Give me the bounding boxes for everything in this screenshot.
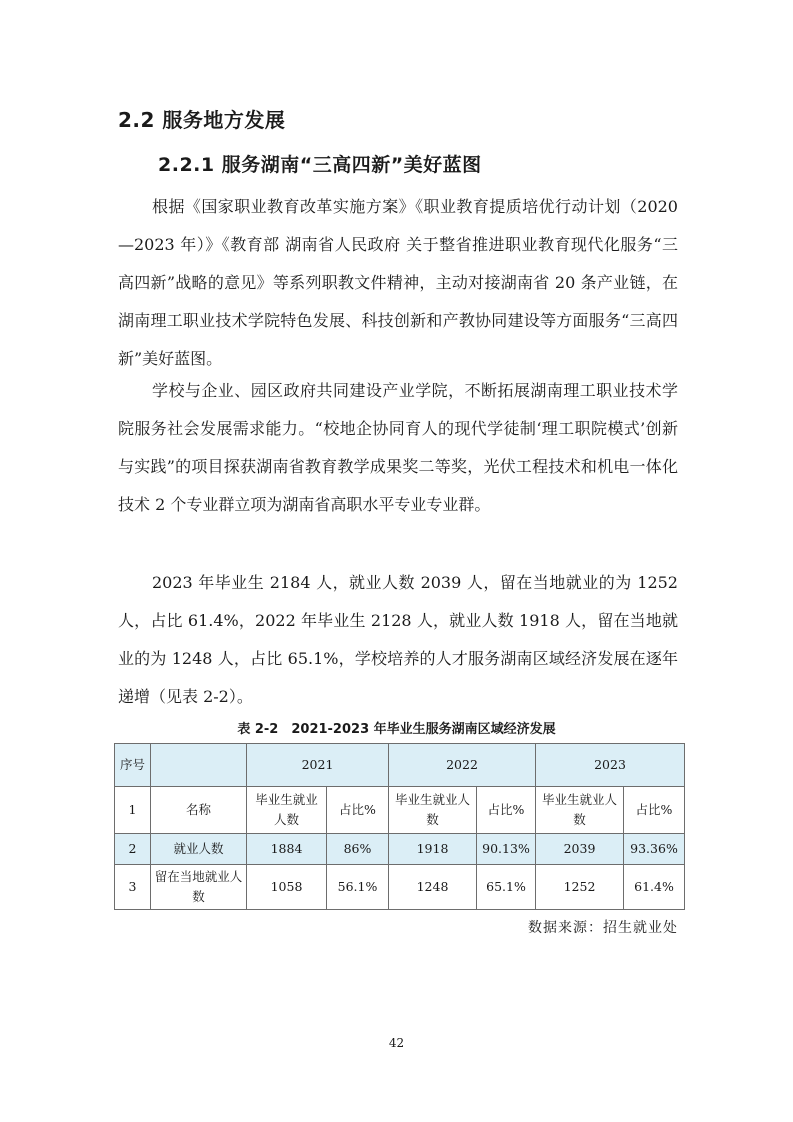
employment-table bbox=[114, 743, 685, 910]
table-cell: 占比% bbox=[624, 787, 685, 834]
header-year-cell: 2021 bbox=[247, 744, 389, 787]
table-cell: 留在当地就业人数 bbox=[151, 865, 247, 910]
table-cell: 86% bbox=[327, 834, 389, 865]
page-number: 42 bbox=[388, 1036, 405, 1050]
table-cell: 1248 bbox=[389, 865, 477, 910]
table-cell: 61.4% bbox=[624, 865, 685, 910]
data-source-note: 数据来源：招生就业处 bbox=[528, 920, 678, 936]
body-paragraph-1: 根据《国家职业教育改革实施方案》《职业教育提质培优行动计划（2020—2023 年）》《教育部 湖南省人民政府 关于整省推进职业教育现代化服务“三高四新”战略的意见》等系列职教文件精神，主动对接湖南省 20 条产业链，在湖南理工职业技术学院特色发展、科技创新和产教协同建设等方面服务“三高四新”美好蓝图。 bbox=[118, 197, 678, 368]
table-cell: 占比% bbox=[327, 787, 389, 834]
body-paragraph-3: 2023 年毕业生 2184 人，就业人数 2039 人，留在当地就业的为 1252 人，占比 61.4%，2022 年毕业生 2128 人，就业人数 1918 人，留在当地就业的为 1248 人，占比 65.1%，学校培养的人才服务湖南区域经济发展在逐年递增（见表 2-2）。 bbox=[118, 573, 678, 706]
header-year-cell: 2023 bbox=[536, 744, 685, 787]
subsection-heading: 2.2.1 服务湖南“三高四新”美好蓝图 bbox=[158, 154, 482, 176]
table-cell: 3 bbox=[115, 865, 151, 910]
table-cell: 1252 bbox=[536, 865, 624, 910]
table-cell: 1058 bbox=[247, 865, 327, 910]
table-cell: 2 bbox=[115, 834, 151, 865]
header-year-cell: 2022 bbox=[389, 744, 536, 787]
header-blank-cell bbox=[151, 744, 247, 787]
table-cell: 2039 bbox=[536, 834, 624, 865]
table-subheader-row bbox=[115, 787, 685, 834]
table-cell: 毕业生就业人数 bbox=[247, 787, 327, 834]
table-header-row bbox=[115, 744, 685, 787]
table-cell: 93.36% bbox=[624, 834, 685, 865]
table-cell: 毕业生就业人数 bbox=[389, 787, 477, 834]
table-caption: 表 2-2 2021-2023 年毕业生服务湖南区域经济发展 bbox=[237, 722, 556, 737]
table-cell: 名称 bbox=[151, 787, 247, 834]
table-cell: 1918 bbox=[389, 834, 477, 865]
table-cell: 占比% bbox=[477, 787, 536, 834]
table-cell: 1 bbox=[115, 787, 151, 834]
table-cell: 65.1% bbox=[477, 865, 536, 910]
table-row bbox=[115, 834, 685, 865]
table-cell: 1884 bbox=[247, 834, 327, 865]
header-index-cell: 序号 bbox=[115, 744, 151, 787]
body-paragraph-2: 学校与企业、园区政府共同建设产业学院，不断拓展湖南理工职业技术学院服务社会发展需求能力。“校地企协同育人的现代学徒制‘理工职院模式’创新与实践”的项目探获湖南省教育教学成果奖二等奖，光伏工程技术和机电一体化技术 2 个专业群立项为湖南省高职水平专业专业群。 bbox=[118, 381, 678, 514]
table-cell: 毕业生就业人数 bbox=[536, 787, 624, 834]
table-cell: 56.1% bbox=[327, 865, 389, 910]
section-heading: 2.2 服务地方发展 bbox=[118, 108, 286, 132]
table-row bbox=[115, 865, 685, 910]
table-cell: 90.13% bbox=[477, 834, 536, 865]
table-cell: 就业人数 bbox=[151, 834, 247, 865]
